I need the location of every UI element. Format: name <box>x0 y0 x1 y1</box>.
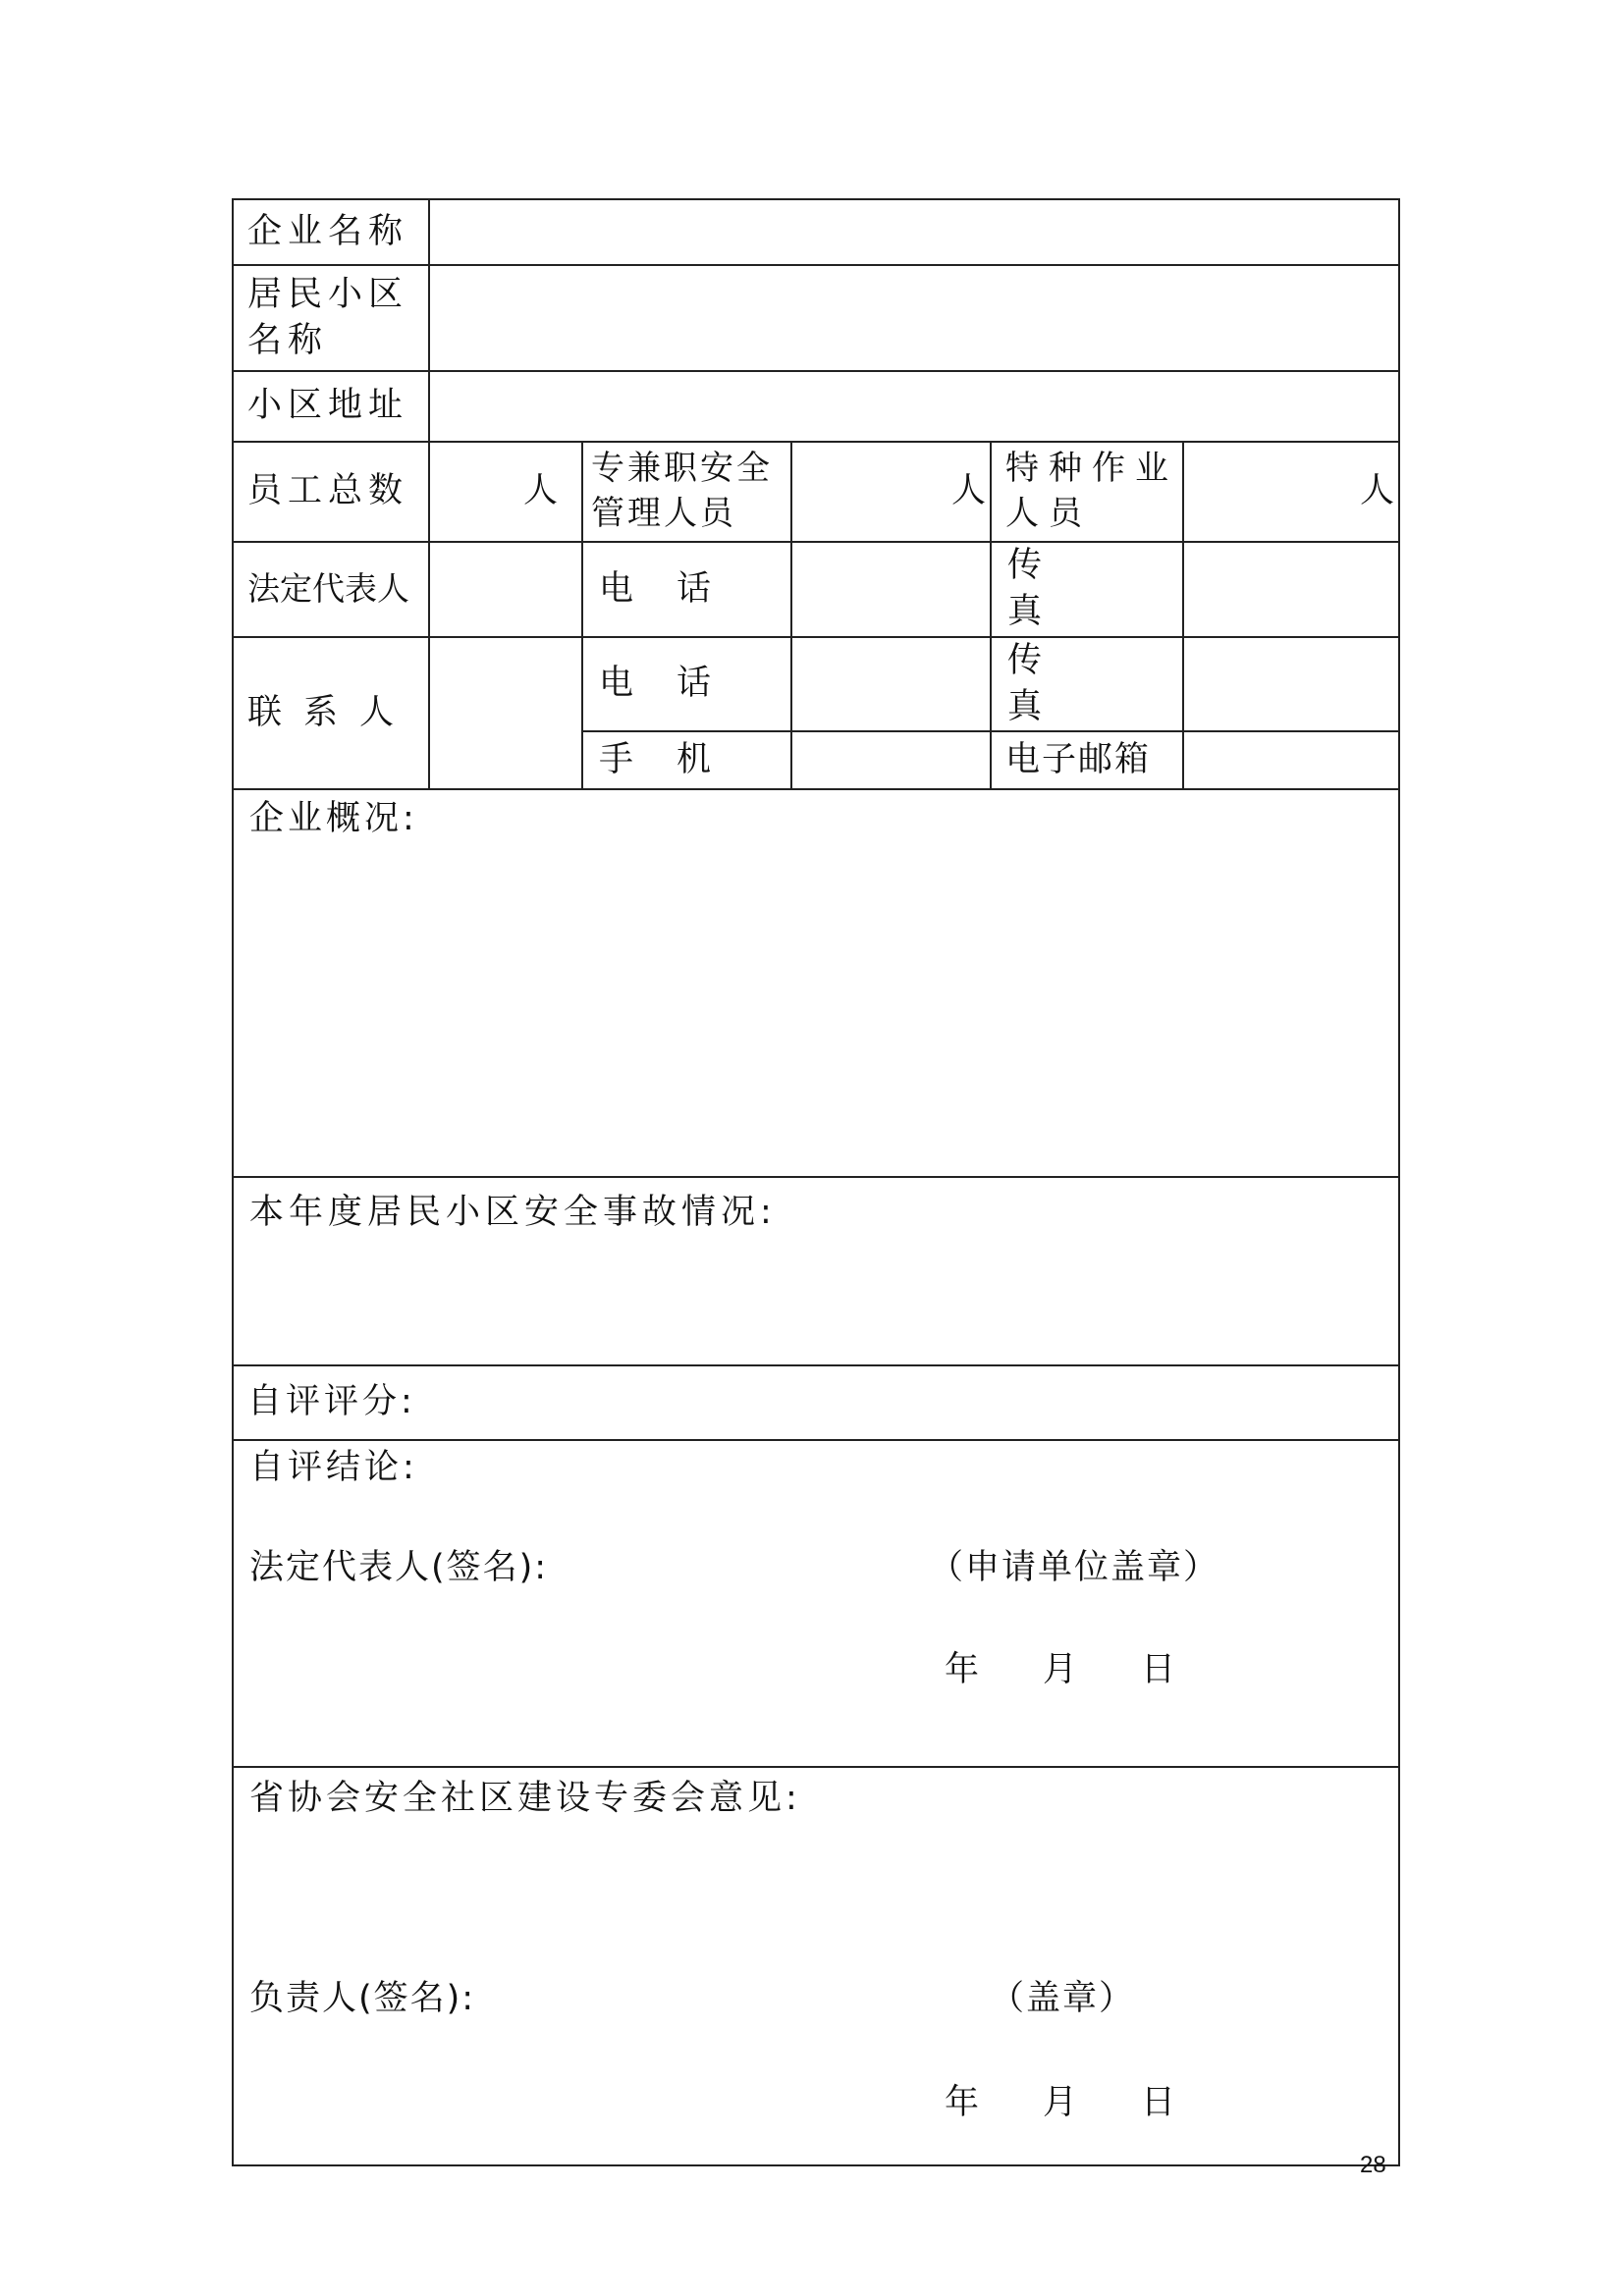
year-label-1: 年 <box>945 1650 980 1689</box>
phone-label-1 <box>582 542 791 637</box>
phone-label-2-text: 电话 <box>599 664 755 704</box>
special-workers-unit: 人 <box>1360 471 1395 511</box>
community-address-label: 小区地址 <box>233 371 429 442</box>
community-name-field[interactable] <box>429 265 1399 371</box>
day-label-1: 日 <box>1141 1650 1176 1689</box>
self-score-section[interactable] <box>233 1365 1399 1440</box>
committee-opinion-label: 省协会安全社区建设专委会意见: <box>249 1779 801 1818</box>
overview-section[interactable] <box>233 789 1399 1177</box>
month-label-2: 月 <box>1043 2083 1078 2122</box>
fax-field-1[interactable] <box>1183 542 1399 637</box>
legal-rep-label: 法定代表人 <box>233 542 429 637</box>
phone-field-2[interactable] <box>791 637 991 732</box>
contact-label: 联系人 <box>233 637 429 790</box>
legal-sign-label: 法定代表人(签名): <box>249 1548 549 1587</box>
special-workers-field[interactable] <box>1183 442 1399 542</box>
phone-label-1-text: 电话 <box>599 568 755 609</box>
self-conclusion-label: 自评结论: <box>249 1448 418 1487</box>
date-line-2 <box>945 2080 1175 2126</box>
staff-total-field[interactable] <box>429 442 582 542</box>
email-label: 电子邮箱 <box>991 731 1183 789</box>
overview-label: 企业概况: <box>249 799 418 838</box>
safety-staff-label: 专兼职安全管理人员 <box>582 442 791 542</box>
responsible-sign-label: 负责人(签名): <box>249 1979 476 2018</box>
contact-field[interactable] <box>429 637 582 790</box>
date-line-1 <box>945 1647 1175 1693</box>
fax-label-2 <box>991 637 1183 732</box>
special-workers-label: 特种作业人员 <box>991 442 1183 542</box>
staff-total-unit: 人 <box>522 471 558 511</box>
safety-staff-unit: 人 <box>950 471 986 511</box>
day-label-2: 日 <box>1141 2083 1176 2122</box>
mobile-label-text: 手机 <box>599 739 755 779</box>
accidents-section[interactable] <box>233 1177 1399 1365</box>
safety-staff-field[interactable] <box>791 442 991 542</box>
accidents-label: 本年度居民小区安全事故情况: <box>249 1193 777 1232</box>
phone-field-1[interactable] <box>791 542 991 637</box>
year-label-2: 年 <box>945 2083 980 2122</box>
company-name-field[interactable] <box>429 199 1399 265</box>
page-number: 28 <box>1360 2152 1386 2178</box>
mobile-field[interactable] <box>791 731 991 789</box>
month-label-1: 月 <box>1043 1650 1078 1689</box>
fax-label-1-text: 传真 <box>1007 546 1111 632</box>
company-name-label: 企业名称 <box>233 199 429 265</box>
applicant-seal-label: （申请单位盖章） <box>929 1548 1220 1587</box>
seal-label: （盖章） <box>990 1979 1136 2018</box>
staff-total-label: 员工总数 <box>233 442 429 542</box>
legal-rep-field[interactable] <box>429 542 582 637</box>
mobile-label <box>582 731 791 789</box>
fax-field-2[interactable] <box>1183 637 1399 732</box>
community-name-label: 居民小区名称 <box>233 265 429 371</box>
self-score-label: 自评评分: <box>247 1382 416 1422</box>
fax-label-2-text: 传真 <box>1007 640 1111 726</box>
committee-opinion-section[interactable] <box>233 1767 1399 2165</box>
application-form-table <box>232 198 1400 2166</box>
phone-label-2 <box>582 637 791 732</box>
fax-label-1 <box>991 542 1183 637</box>
self-conclusion-section[interactable] <box>233 1440 1399 1767</box>
community-address-field[interactable] <box>429 371 1399 442</box>
email-field[interactable] <box>1183 731 1399 789</box>
